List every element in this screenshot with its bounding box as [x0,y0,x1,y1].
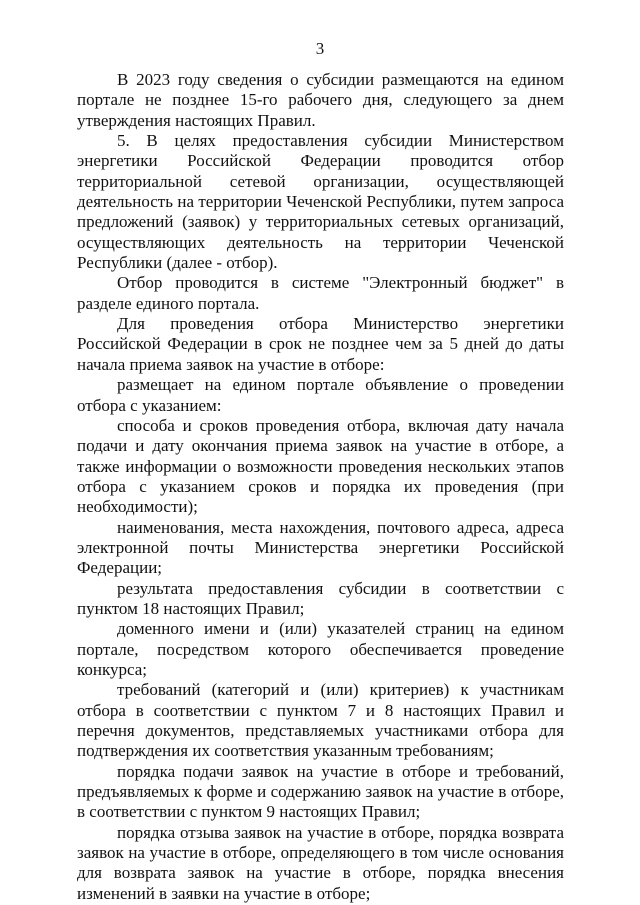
list-item-application-withdrawal: порядка отзыва заявок на участие в отборе, порядка возврата заявок на участие в отборе, определяющего в том числе основания для возврата заявок на участие в отборе, порядка внесения изменений в заявки на участие в отборе; [77,822,564,903]
list-item-domain-name: доменного имени и (или) указателей страниц на едином портале, посредством которого обеспечивается проведение конкурса; [77,619,564,679]
list-item-subsidy-result: результата предоставления субсидии в соответствии с пунктом 18 настоящих Правил; [77,578,564,618]
document-body [77,70,564,904]
list-item-method-and-terms: способа и сроков проведения отбора, включая дату начала подачи и дату окончания приема заявок на участие в отборе, а также информации о возможности проведения нескольких этапов отбора с указанием сроков и порядка их проведения (при необходимости); [77,415,564,517]
paragraph-announcement: размещает на едином портале объявление о проведении отбора с указанием: [77,375,564,415]
list-item-participant-requirements: требований (категорий и (или) критериев) к участникам отбора в соответствии с пунктом 7 и 8 настоящих Правил и перечня документов, представляемых участниками отбора для подтверждения их соответствия указанным требованиям; [77,680,564,761]
paragraph-subsidy-publication: В 2023 году сведения о субсидии размещаются на едином портале не позднее 15-го рабочего дня, следующего за днем утверждения настоящих Правил. [77,70,564,130]
paragraph-selection-purpose: 5. В целях предоставления субсидии Министерством энергетики Российской Федерации проводится отбор территориальной сетевой организации, осуществляющей деятельность на территории Чеченской Республики, путем запроса предложений (заявок) у территориальных сетевых организаций, осуществляющих деятельность на территории Чеченской Республики (далее - отбор). [77,131,564,273]
page-number: 3 [315,39,325,58]
list-item-application-submission: порядка подачи заявок на участие в отборе и требований, предъявляемых к форме и содержанию заявок на участие в отборе, в соответствии с пунктом 9 настоящих Правил; [77,761,564,822]
paragraph-electronic-budget: Отбор проводится в системе "Электронный бюджет" в разделе единого портала. [77,273,564,313]
paragraph-selection-procedure: Для проведения отбора Министерство энергетики Российской Федерации в срок не позднее чем за 5 дней до даты начала приема заявок на участие в отборе: [77,314,564,374]
list-item-ministry-contacts: наименования, места нахождения, почтового адреса, адреса электронной почты Министерства энергетики Российской Федерации; [77,517,564,578]
